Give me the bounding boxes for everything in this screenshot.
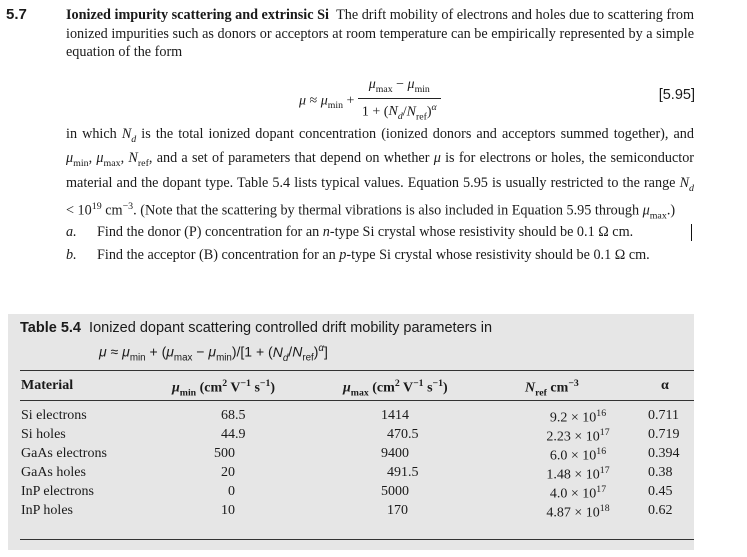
cell-alpha: 0.38 — [648, 465, 673, 480]
table-equation: $\mu \approx \mu_{min} + (\mu_{max} - \mu_{min})/[1 + (N_d/N_{ref})^\alpha]$ — [99, 343, 328, 364]
table-number: Table 5.4 — [20, 320, 81, 336]
cell-mu-max: 5000 — [381, 484, 409, 499]
table-caption — [20, 320, 492, 336]
cell-mu-min: 10 — [221, 503, 235, 518]
col-header-mu-min: $\mu_{min}$ ($cm^2$ $V^{-1}$ $s^{-1}$) — [172, 378, 276, 399]
cell-material: GaAs electrons — [21, 446, 107, 461]
item-a-label: a. — [66, 224, 77, 240]
cell-alpha: 0.45 — [648, 484, 673, 499]
cell-mu-max: 170 — [387, 503, 408, 518]
table-bottom-rule — [20, 539, 694, 540]
mobility-equation: $\mu \approx \mu_{min}$ + $\frac{\mu_{max} - \mu_{min}}{1 + (N_d/N_{ref})^\alpha}$ — [299, 76, 441, 126]
cell-mu-min: 0 — [228, 484, 235, 499]
problem-number: 5.7 — [6, 6, 27, 23]
text-cursor — [691, 224, 692, 241]
problem-intro — [66, 6, 694, 62]
cell-mu-max: 470.5 — [387, 427, 419, 442]
cell-nref: $6.0 \times 10^{16}$ — [549, 446, 607, 464]
col-header-material: Material — [21, 378, 74, 393]
item-b-text: Find the acceptor (B) concentration for an p-type Si crystal whose resistivity should be 0.1 Ω cm. — [97, 247, 650, 263]
cell-mu-min: 68.5 — [221, 408, 246, 423]
cell-material: Si electrons — [21, 408, 87, 423]
cell-mu-min: 44.9 — [221, 427, 246, 442]
cell-alpha: 0.711 — [648, 408, 679, 423]
cell-mu-max: 491.5 — [387, 465, 419, 480]
table-top-rule — [20, 370, 694, 371]
cell-alpha: 0.719 — [648, 427, 680, 442]
item-a-text: Find the donor (P) concentration for an n-type Si crystal whose resistivity should be 0.1 Ω cm. — [97, 224, 634, 240]
item-b — [66, 246, 696, 286]
cell-mu-max: 9400 — [381, 446, 409, 461]
problem-body: in which $N_d$ is the total ionized dopant concentration (ionized donors and acceptors summed together), and $\mu_{min}$, $\mu_{max}$, $N_{ref}$, and a set of parameters that depend on whether μ is for electrons or holes, the semiconductor material and the dopant type. Table 5.4 lists typical values. Equation 5.95 is usually restricted to the range $N_d < 10^{19}$ $cm^{-3}$. (Note that the scattering by thermal vibrations is also included in Equation 5.95 through $\mu_{max}$.) — [66, 126, 695, 222]
cell-nref: $2.23 \times 10^{17}$ — [546, 427, 610, 445]
item-a — [66, 223, 696, 243]
cell-material: GaAs holes — [21, 465, 86, 480]
col-header-mu-max: $\mu_{max}$ ($cm^2$ $V^{-1}$ $s^{-1}$) — [343, 378, 448, 399]
cell-nref: $1.48 \times 10^{17}$ — [546, 465, 610, 483]
equation-number: [5.95] — [658, 87, 695, 103]
col-header-alpha: α — [661, 378, 669, 393]
cell-alpha: 0.62 — [648, 503, 673, 518]
cell-nref: $9.2 \times 10^{16}$ — [549, 408, 607, 426]
problem-title: Ionized impurity scattering and extrinsic Si — [66, 7, 329, 23]
table-caption-text: Ionized dopant scattering controlled drift mobility parameters in — [89, 320, 493, 336]
cell-nref: $4.87 \times 10^{18}$ — [546, 503, 610, 521]
col-header-nref: $N_{ref}$ $cm^{-3}$ — [525, 378, 579, 399]
cell-material: Si holes — [21, 427, 66, 442]
problem-intro-text: The drift mobility of electrons and holes due to scattering from ionized impurities such as donors or acceptors at room temperature can be empirically represented by a simple equation of the form — [66, 7, 695, 60]
cell-material: InP holes — [21, 503, 73, 518]
cell-alpha: 0.394 — [648, 446, 680, 461]
cell-mu-min: 500 — [214, 446, 235, 461]
cell-mu-max: 1414 — [381, 408, 409, 423]
cell-nref: $4.0 \times 10^{17}$ — [549, 484, 607, 502]
table-header-rule — [20, 400, 694, 401]
item-b-label: b. — [66, 247, 77, 263]
cell-mu-min: 20 — [221, 465, 235, 480]
cell-material: InP electrons — [21, 484, 94, 499]
